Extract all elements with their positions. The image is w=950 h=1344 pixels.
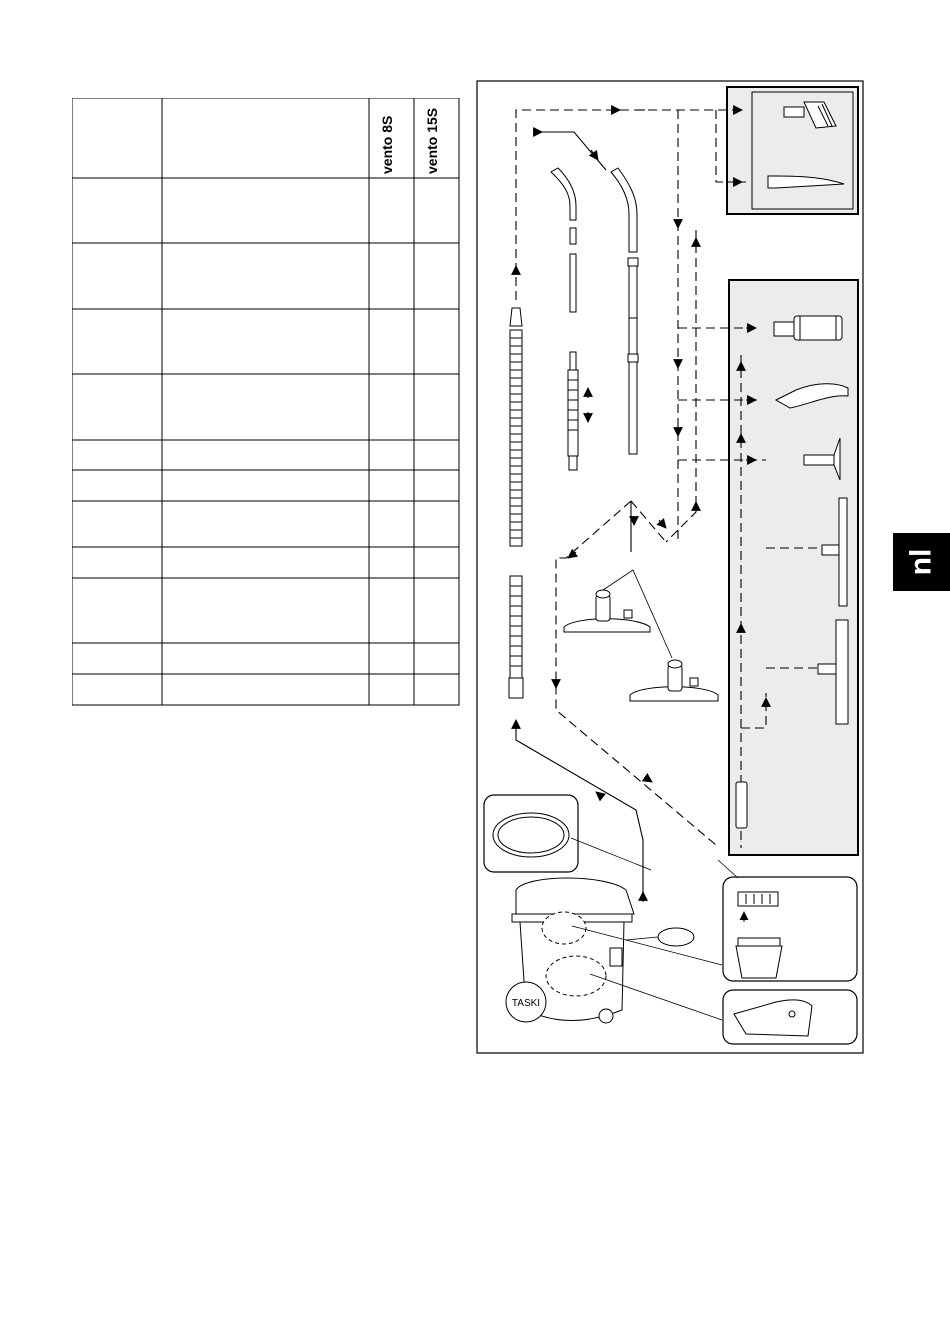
universal-floor-nozzle	[630, 660, 718, 701]
nozzle-leader-lines	[603, 570, 672, 658]
table-column-dividers	[162, 98, 414, 705]
solid-flow-lines	[516, 132, 643, 900]
filter-disc	[658, 928, 694, 946]
column-header-vento-8s: vento 8S	[379, 115, 395, 174]
telescopic-wand	[551, 168, 578, 470]
extension-adaptor	[736, 782, 747, 828]
table-row-dividers	[72, 178, 459, 674]
column-header-vento-15s: vento 15S	[424, 107, 440, 174]
language-tab-label: nl	[904, 548, 938, 576]
suction-hose	[509, 308, 523, 698]
combination-floor-nozzle	[564, 590, 650, 632]
brand-logo: TASKI	[511, 998, 541, 1009]
parts-table	[72, 98, 460, 706]
filter-basket-detail	[736, 892, 782, 978]
plain-wand	[611, 168, 638, 454]
accessory-diagram	[476, 80, 866, 1056]
brush-tool-box	[727, 87, 858, 214]
dust-bag-detail	[734, 1000, 812, 1036]
language-tab	[893, 533, 950, 591]
seal-ring	[493, 813, 569, 857]
